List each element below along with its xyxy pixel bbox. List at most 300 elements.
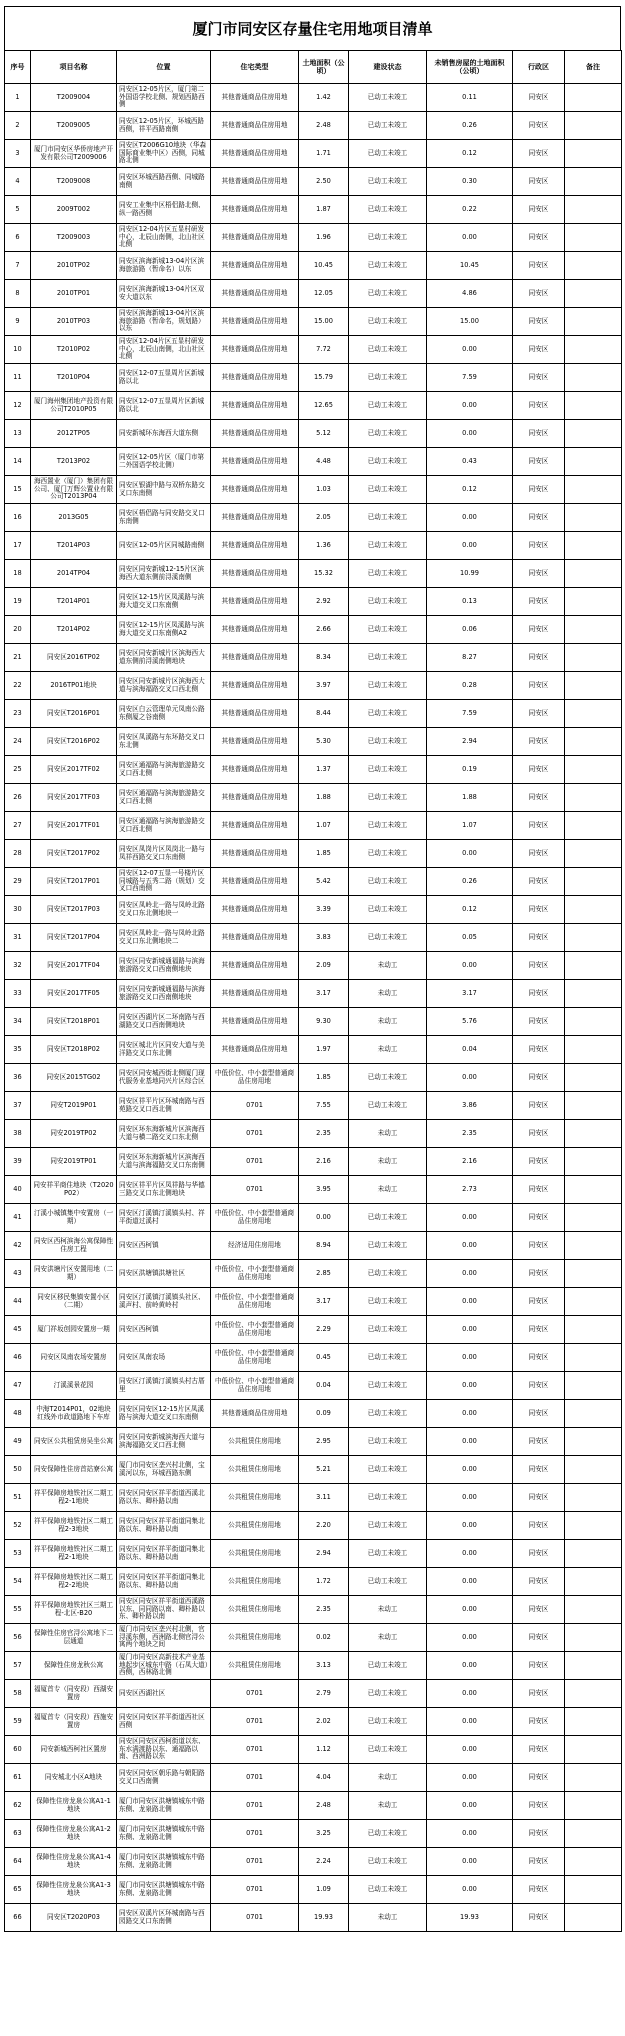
- cell-land-area: 2.35: [299, 1120, 349, 1148]
- cell-index: 23: [5, 700, 31, 728]
- cell-housing-type: 其他普通商品住房用地: [211, 700, 299, 728]
- cell-district: 同安区: [513, 1624, 565, 1652]
- cell-land-area: 1.96: [299, 224, 349, 252]
- cell-location: 同安区同安新城通福路与滨海旅游路交叉口西南侧地块: [117, 980, 211, 1008]
- cell-unsold-area: 0.00: [427, 1596, 513, 1624]
- cell-housing-type: 其他普通商品住房用地: [211, 532, 299, 560]
- cell-remarks: [565, 784, 622, 812]
- cell-construction-status: 已动工未竣工: [349, 252, 427, 280]
- cell-location: 同安区12-04片区五显村研发中心，北辰山南侧，北山社区北侧: [117, 224, 211, 252]
- table-row: [5, 1428, 622, 1456]
- cell-construction-status: 未动工: [349, 1176, 427, 1204]
- cell-construction-status: 已动工未竣工: [349, 840, 427, 868]
- cell-housing-type: 中低价位、中小套型普通商品住房用地: [211, 1344, 299, 1372]
- cell-land-area: 7.72: [299, 336, 349, 364]
- cell-district: 同安区: [513, 756, 565, 784]
- cell-index: 35: [5, 1036, 31, 1064]
- cell-land-area: 3.83: [299, 924, 349, 952]
- cell-location: 同安区12-07五显一号楼片区同城路与五秀二路（规划）交叉口西南侧: [117, 868, 211, 896]
- cell-project-name: T2009005: [31, 112, 117, 140]
- cell-remarks: [565, 448, 622, 476]
- cell-housing-type: 中低价位、中小套型普通商品住房用地: [211, 1064, 299, 1092]
- cell-location: 同安区12-05片区（厦门市第二外国语学校北侧）: [117, 448, 211, 476]
- cell-district: 同安区: [513, 896, 565, 924]
- cell-construction-status: 已动工未竣工: [349, 1540, 427, 1568]
- cell-district: 同安区: [513, 1008, 565, 1036]
- table-row: [5, 1344, 622, 1372]
- cell-unsold-area: 19.93: [427, 1904, 513, 1932]
- cell-location: 同安区凤岗片区凤岗北一路与凤祥西路交叉口东南侧: [117, 840, 211, 868]
- cell-unsold-area: 0.00: [427, 1624, 513, 1652]
- cell-land-area: 15.00: [299, 308, 349, 336]
- table-row: [5, 1484, 622, 1512]
- cell-land-area: 2.92: [299, 588, 349, 616]
- cell-unsold-area: 0.11: [427, 84, 513, 112]
- table-row: [5, 336, 622, 364]
- cell-housing-type: 0701: [211, 1708, 299, 1736]
- cell-remarks: [565, 1036, 622, 1064]
- cell-location: 同安区祥平片区环城南路与西苑路交叉口西北侧: [117, 1092, 211, 1120]
- cell-remarks: [565, 1652, 622, 1680]
- cell-unsold-area: 0.00: [427, 840, 513, 868]
- cell-construction-status: 已动工未竣工: [349, 1848, 427, 1876]
- table-row: [5, 1456, 622, 1484]
- cell-location: 同安区白云管理单元凤南公路东侧厦之谷南侧: [117, 700, 211, 728]
- table-row: [5, 1176, 622, 1204]
- cell-remarks: [565, 1820, 622, 1848]
- cell-unsold-area: 2.73: [427, 1176, 513, 1204]
- cell-housing-type: 中低价位、中小套型普通商品住房用地: [211, 1288, 299, 1316]
- cell-index: 6: [5, 224, 31, 252]
- cell-unsold-area: 0.00: [427, 1484, 513, 1512]
- cell-index: 45: [5, 1316, 31, 1344]
- cell-remarks: [565, 112, 622, 140]
- cell-district: 同安区: [513, 1764, 565, 1792]
- cell-construction-status: 已动工未竣工: [349, 1736, 427, 1764]
- cell-index: 37: [5, 1092, 31, 1120]
- table-row: [5, 1204, 622, 1232]
- cell-unsold-area: 0.00: [427, 1288, 513, 1316]
- cell-project-name: 厦门海州集团地产投资有限公司T2010P05: [31, 392, 117, 420]
- cell-project-name: T2009004: [31, 84, 117, 112]
- cell-district: 同安区: [513, 924, 565, 952]
- table-row: [5, 1792, 622, 1820]
- table-row: [5, 980, 622, 1008]
- cell-construction-status: 已动工未竣工: [349, 728, 427, 756]
- cell-land-area: 3.13: [299, 1652, 349, 1680]
- cell-unsold-area: 0.00: [427, 1232, 513, 1260]
- cell-construction-status: 已动工未竣工: [349, 420, 427, 448]
- cell-housing-type: 其他普通商品住房用地: [211, 168, 299, 196]
- cell-index: 36: [5, 1064, 31, 1092]
- table-row: [5, 1288, 622, 1316]
- cell-location: 同安新城环东海西大道东侧: [117, 420, 211, 448]
- cell-unsold-area: 0.12: [427, 896, 513, 924]
- cell-project-name: 2010TP03: [31, 308, 117, 336]
- cell-index: 47: [5, 1372, 31, 1400]
- cell-project-name: 同安区2017TF04: [31, 952, 117, 980]
- cell-construction-status: 已动工未竣工: [349, 308, 427, 336]
- table-row: [5, 308, 622, 336]
- cell-index: 39: [5, 1148, 31, 1176]
- table-row: [5, 224, 622, 252]
- cell-project-name: T2009003: [31, 224, 117, 252]
- cell-location: 同安区滨海新城13-04片区双安大道以东: [117, 280, 211, 308]
- cell-unsold-area: 0.00: [427, 1064, 513, 1092]
- cell-district: 同安区: [513, 560, 565, 588]
- table-row: [5, 448, 622, 476]
- cell-district: 同安区: [513, 1848, 565, 1876]
- cell-housing-type: 其他普通商品住房用地: [211, 504, 299, 532]
- cell-land-area: 2.16: [299, 1148, 349, 1176]
- table-row: [5, 1764, 622, 1792]
- cell-unsold-area: 0.30: [427, 168, 513, 196]
- cell-construction-status: 已动工未竣工: [349, 504, 427, 532]
- cell-remarks: [565, 1092, 622, 1120]
- table-row: [5, 1008, 622, 1036]
- cell-remarks: [565, 840, 622, 868]
- cell-project-name: 中海T2014P01，02地块红线外市政道路地下车库: [31, 1400, 117, 1428]
- cell-project-name: 同安区公共租赁房吴坐公寓: [31, 1428, 117, 1456]
- cell-housing-type: 其他普通商品住房用地: [211, 644, 299, 672]
- cell-unsold-area: 0.00: [427, 1456, 513, 1484]
- cell-construction-status: 已动工未竣工: [349, 196, 427, 224]
- cell-housing-type: 其他普通商品住房用地: [211, 1008, 299, 1036]
- table-row: [5, 1904, 622, 1932]
- cell-unsold-area: 0.00: [427, 1736, 513, 1764]
- cell-remarks: [565, 728, 622, 756]
- cell-project-name: T2013P02: [31, 448, 117, 476]
- cell-project-name: 2014TP04: [31, 560, 117, 588]
- cell-housing-type: 其他普通商品住房用地: [211, 924, 299, 952]
- cell-district: 同安区: [513, 84, 565, 112]
- cell-project-name: 2012TP05: [31, 420, 117, 448]
- cell-housing-type: 其他普通商品住房用地: [211, 476, 299, 504]
- cell-housing-type: 公共租赁住房用地: [211, 1428, 299, 1456]
- cell-index: 48: [5, 1400, 31, 1428]
- cell-index: 64: [5, 1848, 31, 1876]
- cell-district: 同安区: [513, 1736, 565, 1764]
- cell-housing-type: 中低价位、中小套型普通商品住房用地: [211, 1372, 299, 1400]
- cell-project-name: 同安祥平商住地块（T2020P02）: [31, 1176, 117, 1204]
- header-project-name: 项目名称: [31, 51, 117, 84]
- cell-location: 同安区同安新城12-15片区滨海西大道东侧前浔溪南侧: [117, 560, 211, 588]
- cell-remarks: [565, 1176, 622, 1204]
- cell-construction-status: 已动工未竣工: [349, 1316, 427, 1344]
- cell-land-area: 1.03: [299, 476, 349, 504]
- cell-district: 同安区: [513, 672, 565, 700]
- cell-land-area: 1.88: [299, 784, 349, 812]
- table-row: [5, 1624, 622, 1652]
- cell-remarks: [565, 140, 622, 168]
- cell-district: 同安区: [513, 1288, 565, 1316]
- cell-construction-status: 已动工未竣工: [349, 868, 427, 896]
- cell-district: 同安区: [513, 1428, 565, 1456]
- cell-housing-type: 0701: [211, 1680, 299, 1708]
- cell-land-area: 0.09: [299, 1400, 349, 1428]
- cell-district: 同安区: [513, 1820, 565, 1848]
- cell-construction-status: 已动工未竣工: [349, 1372, 427, 1400]
- cell-index: 34: [5, 1008, 31, 1036]
- cell-land-area: 0.02: [299, 1624, 349, 1652]
- cell-construction-status: 已动工未竣工: [349, 924, 427, 952]
- cell-construction-status: 未动工: [349, 1036, 427, 1064]
- cell-housing-type: 其他普通商品住房用地: [211, 896, 299, 924]
- cell-project-name: 祥平保障房地铁社区二期工程2-3地块: [31, 1512, 117, 1540]
- land-project-table: [4, 50, 622, 1932]
- table-row: [5, 924, 622, 952]
- cell-land-area: 4.48: [299, 448, 349, 476]
- table-row: [5, 1736, 622, 1764]
- cell-district: 同安区: [513, 336, 565, 364]
- cell-housing-type: 0701: [211, 1876, 299, 1904]
- cell-location: 同安区凤溪路与东环路交叉口东北侧: [117, 728, 211, 756]
- cell-location: 厦门市同安区高新技术产业基地起步区城东中路（石凤大道）西侧，西林路北侧: [117, 1652, 211, 1680]
- cell-location: 同安区同安区祥平街道同集北路以东、卿朴路以南: [117, 1512, 211, 1540]
- cell-district: 同安区: [513, 1176, 565, 1204]
- cell-land-area: 1.71: [299, 140, 349, 168]
- cell-index: 7: [5, 252, 31, 280]
- cell-construction-status: 未动工: [349, 1624, 427, 1652]
- cell-unsold-area: 2.35: [427, 1120, 513, 1148]
- cell-remarks: [565, 1792, 622, 1820]
- cell-district: 同安区: [513, 588, 565, 616]
- cell-construction-status: 已动工未竣工: [349, 1820, 427, 1848]
- cell-index: 8: [5, 280, 31, 308]
- cell-land-area: 19.93: [299, 1904, 349, 1932]
- cell-housing-type: 其他普通商品住房用地: [211, 364, 299, 392]
- cell-construction-status: 已动工未竣工: [349, 1260, 427, 1288]
- cell-land-area: 2.94: [299, 1540, 349, 1568]
- cell-housing-type: 0701: [211, 1176, 299, 1204]
- cell-unsold-area: 0.22: [427, 196, 513, 224]
- cell-project-name: 同安区T2020P03: [31, 1904, 117, 1932]
- cell-construction-status: 未动工: [349, 1120, 427, 1148]
- cell-housing-type: 其他普通商品住房用地: [211, 1036, 299, 1064]
- cell-location: 同安区12-07五显周片区新城路以北: [117, 392, 211, 420]
- cell-location: 同安区通福路与滨海旅游路交叉口西北侧: [117, 756, 211, 784]
- cell-project-name: 同安城北小区A地块: [31, 1764, 117, 1792]
- table-row: [5, 1512, 622, 1540]
- table-row: [5, 1652, 622, 1680]
- cell-housing-type: 公共租赁住房用地: [211, 1484, 299, 1512]
- cell-district: 同安区: [513, 784, 565, 812]
- cell-index: 27: [5, 812, 31, 840]
- table-row: [5, 1092, 622, 1120]
- cell-unsold-area: 2.94: [427, 728, 513, 756]
- cell-location: 厦门市同安区洪塘镇城东中路东侧、龙泉路北侧: [117, 1876, 211, 1904]
- table-row: [5, 1232, 622, 1260]
- cell-unsold-area: 0.00: [427, 224, 513, 252]
- cell-project-name: T2014P01: [31, 588, 117, 616]
- cell-index: 31: [5, 924, 31, 952]
- cell-project-name: 同安区T2016P01: [31, 700, 117, 728]
- table-row: [5, 196, 622, 224]
- cell-housing-type: 0701: [211, 1736, 299, 1764]
- cell-unsold-area: 0.05: [427, 924, 513, 952]
- cell-index: 43: [5, 1260, 31, 1288]
- cell-district: 同安区: [513, 1680, 565, 1708]
- cell-housing-type: 其他普通商品住房用地: [211, 84, 299, 112]
- cell-land-area: 2.85: [299, 1260, 349, 1288]
- cell-index: 38: [5, 1120, 31, 1148]
- cell-index: 62: [5, 1792, 31, 1820]
- table-row: [5, 952, 622, 980]
- cell-project-name: 同安洪塘片区安置用地（二期）: [31, 1260, 117, 1288]
- cell-land-area: 1.72: [299, 1568, 349, 1596]
- cell-location: 同安区洪塘镇洪塘社区: [117, 1260, 211, 1288]
- cell-unsold-area: 0.19: [427, 756, 513, 784]
- cell-district: 同安区: [513, 1652, 565, 1680]
- cell-unsold-area: 0.00: [427, 1820, 513, 1848]
- cell-housing-type: 公共租赁住房用地: [211, 1652, 299, 1680]
- cell-location: 厦门市同安区垄兴村北侧，宝溪河以东，环城西路东侧: [117, 1456, 211, 1484]
- cell-housing-type: 中低价位、中小套型普通商品住房用地: [211, 1316, 299, 1344]
- cell-unsold-area: 1.07: [427, 812, 513, 840]
- cell-land-area: 1.85: [299, 1064, 349, 1092]
- cell-project-name: 祥平保障房地铁社区三期工程-北区-B20: [31, 1596, 117, 1624]
- table-row: [5, 532, 622, 560]
- cell-district: 同安区: [513, 1540, 565, 1568]
- cell-housing-type: 其他普通商品住房用地: [211, 812, 299, 840]
- cell-remarks: [565, 1372, 622, 1400]
- cell-land-area: 2.29: [299, 1316, 349, 1344]
- cell-location: 同安区同安新城片区滨海西大道与滨海福路交叉口西北侧: [117, 672, 211, 700]
- table-row: [5, 1260, 622, 1288]
- cell-location: 同安区西湖片区二环南路与西湖路交叉口西南侧地块: [117, 1008, 211, 1036]
- cell-unsold-area: 0.00: [427, 1680, 513, 1708]
- cell-index: 21: [5, 644, 31, 672]
- cell-remarks: [565, 504, 622, 532]
- cell-unsold-area: 0.06: [427, 616, 513, 644]
- cell-construction-status: 未动工: [349, 952, 427, 980]
- cell-housing-type: 其他普通商品住房用地: [211, 588, 299, 616]
- cell-index: 60: [5, 1736, 31, 1764]
- cell-index: 63: [5, 1820, 31, 1848]
- cell-land-area: 2.50: [299, 168, 349, 196]
- cell-remarks: [565, 1148, 622, 1176]
- cell-land-area: 4.04: [299, 1764, 349, 1792]
- cell-location: 同安区西柯镇: [117, 1232, 211, 1260]
- cell-remarks: [565, 1204, 622, 1232]
- cell-location: 同安区同安新城滨海西大道与滨海福路交叉口西北侧: [117, 1428, 211, 1456]
- cell-location: 厦门市同安区洪塘镇城东中路东侧、龙泉路北侧: [117, 1848, 211, 1876]
- cell-unsold-area: 0.28: [427, 672, 513, 700]
- cell-district: 同安区: [513, 448, 565, 476]
- cell-index: 58: [5, 1680, 31, 1708]
- cell-remarks: [565, 896, 622, 924]
- cell-project-name: 2013G05: [31, 504, 117, 532]
- cell-housing-type: 公共租赁住房用地: [211, 1624, 299, 1652]
- cell-housing-type: 其他普通商品住房用地: [211, 308, 299, 336]
- cell-construction-status: 已动工未竣工: [349, 784, 427, 812]
- cell-location: 同安区汀溪镇汀溪镇头村古厝里: [117, 1372, 211, 1400]
- cell-land-area: 1.37: [299, 756, 349, 784]
- cell-unsold-area: 0.00: [427, 504, 513, 532]
- cell-project-name: 同安区2017TF01: [31, 812, 117, 840]
- table-row: [5, 644, 622, 672]
- cell-project-name: 保障性住房龙泉公寓A1-3地块: [31, 1876, 117, 1904]
- cell-district: 同安区: [513, 196, 565, 224]
- cell-district: 同安区: [513, 868, 565, 896]
- cell-project-name: 同安区2017TF03: [31, 784, 117, 812]
- cell-project-name: 汀溪溪景花园: [31, 1372, 117, 1400]
- cell-remarks: [565, 1708, 622, 1736]
- cell-district: 同安区: [513, 168, 565, 196]
- cell-construction-status: 已动工未竣工: [349, 364, 427, 392]
- cell-land-area: 7.55: [299, 1092, 349, 1120]
- cell-district: 同安区: [513, 1372, 565, 1400]
- cell-index: 52: [5, 1512, 31, 1540]
- cell-unsold-area: 0.12: [427, 140, 513, 168]
- cell-district: 同安区: [513, 1036, 565, 1064]
- cell-index: 3: [5, 140, 31, 168]
- cell-remarks: [565, 672, 622, 700]
- cell-unsold-area: 0.00: [427, 532, 513, 560]
- cell-project-name: T2010P02: [31, 336, 117, 364]
- cell-location: 同安区环城西路西侧、同城路南侧: [117, 168, 211, 196]
- cell-housing-type: 中低价位、中小套型普通商品住房用地: [211, 1260, 299, 1288]
- cell-land-area: 3.25: [299, 1820, 349, 1848]
- cell-remarks: [565, 224, 622, 252]
- cell-district: 同安区: [513, 504, 565, 532]
- cell-project-name: 汀溪小城镇集中安置房（一期）: [31, 1204, 117, 1232]
- cell-district: 同安区: [513, 532, 565, 560]
- cell-project-name: 保障性住房龙泉公寓A1-2地块: [31, 1820, 117, 1848]
- cell-land-area: 8.44: [299, 700, 349, 728]
- cell-unsold-area: 15.00: [427, 308, 513, 336]
- cell-district: 同安区: [513, 1512, 565, 1540]
- cell-remarks: [565, 308, 622, 336]
- cell-land-area: 2.66: [299, 616, 349, 644]
- cell-index: 11: [5, 364, 31, 392]
- cell-index: 5: [5, 196, 31, 224]
- cell-land-area: 2.35: [299, 1596, 349, 1624]
- cell-index: 14: [5, 448, 31, 476]
- table-row: [5, 112, 622, 140]
- cell-land-area: 8.94: [299, 1232, 349, 1260]
- cell-location: 同安区同安城西街北侧厦门现代服务业基地同兴片区综合区: [117, 1064, 211, 1092]
- cell-project-name: 海西置业（厦门）集团有限公司、厦门万辉公置业有限公司T2013P04: [31, 476, 117, 504]
- cell-district: 同安区: [513, 1596, 565, 1624]
- cell-district: 同安区: [513, 280, 565, 308]
- cell-project-name: 2010TP02: [31, 252, 117, 280]
- cell-construction-status: 已动工未竣工: [349, 1512, 427, 1540]
- cell-location: 同安区12-07五显周片区新城路以北: [117, 364, 211, 392]
- cell-unsold-area: 3.17: [427, 980, 513, 1008]
- cell-district: 同安区: [513, 1232, 565, 1260]
- cell-project-name: 同安区2016TP02: [31, 644, 117, 672]
- cell-district: 同安区: [513, 392, 565, 420]
- cell-district: 同安区: [513, 308, 565, 336]
- cell-project-name: 保障性住房官浔公寓地下二层通道: [31, 1624, 117, 1652]
- cell-construction-status: 已动工未竣工: [349, 1568, 427, 1596]
- table-row: [5, 1148, 622, 1176]
- cell-project-name: 同安区凤南农场安置房: [31, 1344, 117, 1372]
- cell-location: 同安区T2006G10地块（华森国际商业集中区）西侧，同城路北侧: [117, 140, 211, 168]
- cell-remarks: [565, 1876, 622, 1904]
- cell-housing-type: 中低价位、中小套型普通商品住房用地: [211, 1204, 299, 1232]
- cell-land-area: 5.30: [299, 728, 349, 756]
- cell-construction-status: 未动工: [349, 1148, 427, 1176]
- cell-remarks: [565, 1400, 622, 1428]
- cell-district: 同安区: [513, 1148, 565, 1176]
- cell-housing-type: 0701: [211, 1120, 299, 1148]
- cell-land-area: 12.65: [299, 392, 349, 420]
- cell-unsold-area: 0.00: [427, 1260, 513, 1288]
- cell-land-area: 12.05: [299, 280, 349, 308]
- cell-construction-status: 已动工未竣工: [349, 224, 427, 252]
